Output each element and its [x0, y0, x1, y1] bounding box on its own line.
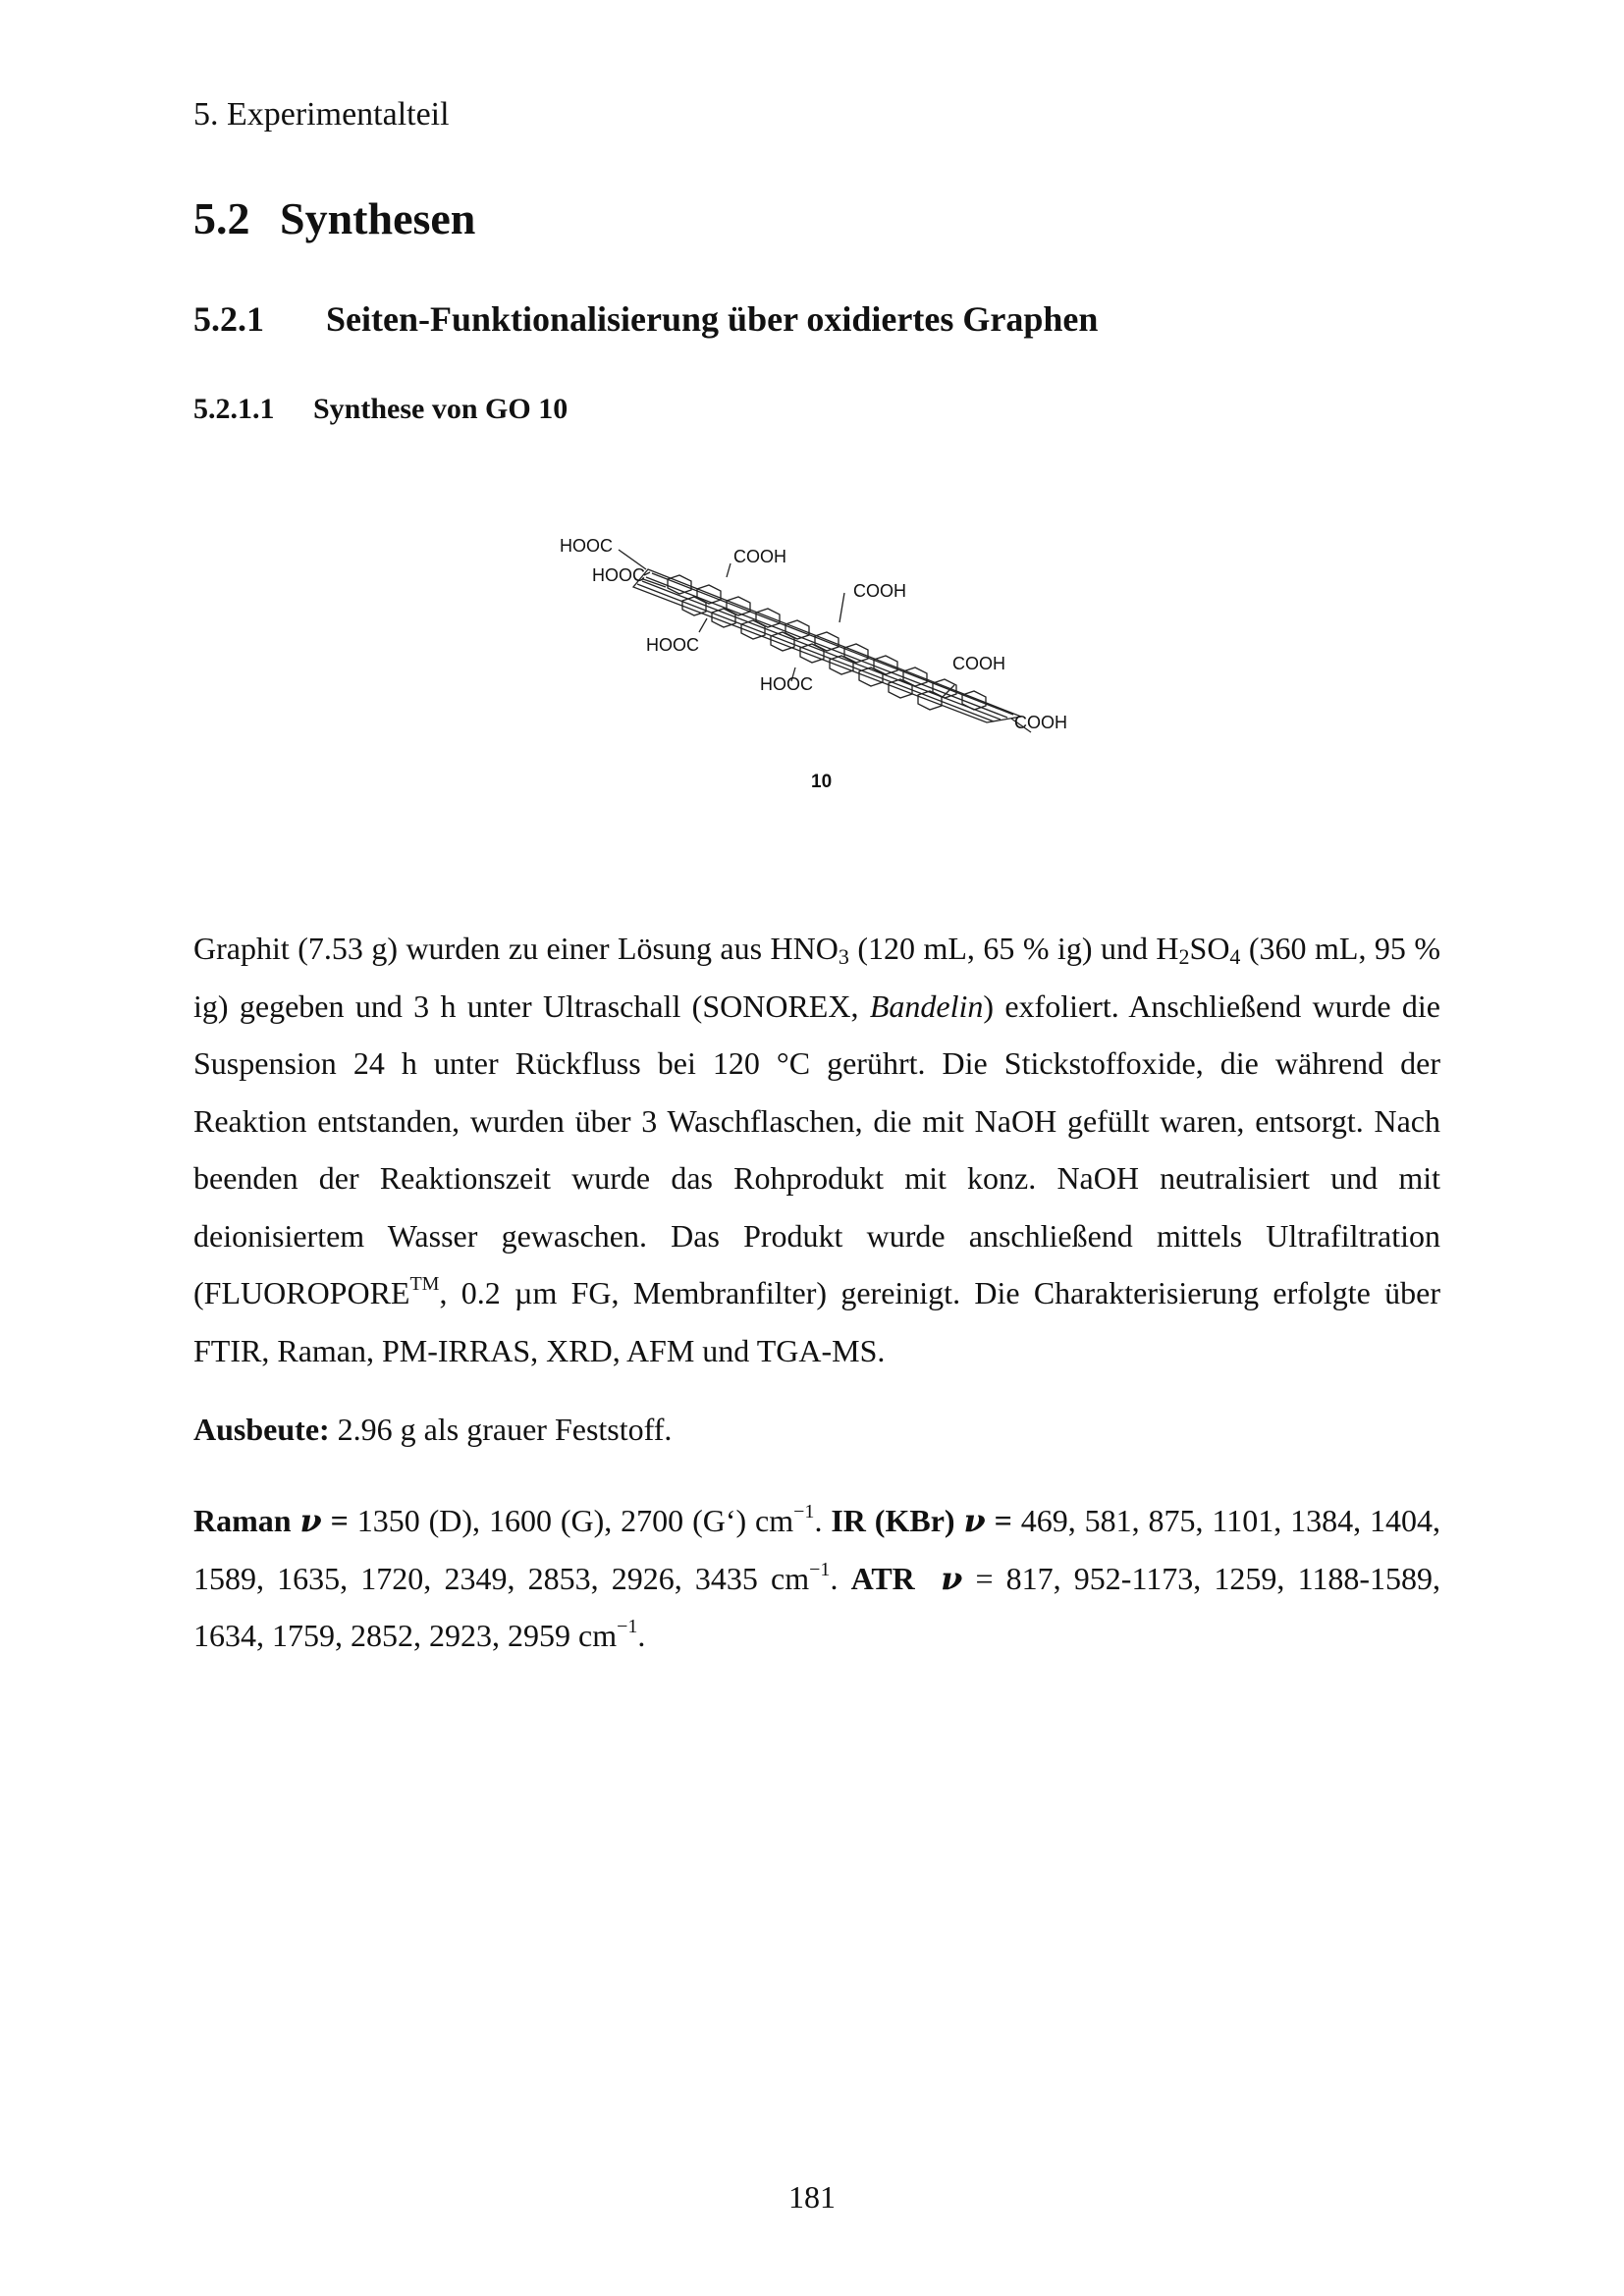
- cooh-label: COOH: [952, 654, 1005, 673]
- atr-values: 817, 952-1173, 1259, 1188-1589, 1634, 1759, 2852, 2923, 2959 cm: [193, 1560, 1441, 1653]
- subsubsection-title: Synthese von GO 10: [313, 393, 568, 425]
- equals: =: [985, 1503, 1012, 1538]
- cooh-label: HOOC: [646, 635, 699, 655]
- subscript: 4: [1229, 944, 1241, 969]
- procedure-text: SO: [1189, 931, 1230, 966]
- equals: =: [321, 1503, 349, 1538]
- section-heading: [193, 192, 475, 244]
- graphene-oxide-structure-figure: [550, 530, 1080, 805]
- procedure-text: (120 mL, 65 % ig) und H: [848, 931, 1179, 966]
- cooh-label: HOOC: [560, 536, 613, 556]
- separator: .: [814, 1503, 832, 1538]
- section-number: 5.2: [193, 193, 250, 243]
- separator: .: [830, 1560, 851, 1596]
- procedure-text: , 0.2 µm FG, Membranfilter) gereinigt. Die Charakterisierung erfolgte über FTIR, Raman, PM-IRRAS, XRD, AFM und TGA-MS.: [193, 1275, 1440, 1368]
- cooh-label: COOH: [853, 581, 906, 601]
- subsection-heading: [193, 298, 1098, 340]
- raman-values: 1350 (D), 1600 (G), 2700 (G‘) cm: [348, 1503, 794, 1538]
- nu-symbol: ν: [941, 1559, 963, 1597]
- procedure-text: ) exfoliert. Anschließend wurde die Suspension 24 h unter Rückfluss bei 120 °C gerührt. Die Stickstoffoxide, die während der Reaktion entstanden, wurden über 3 Waschflaschen, die mit NaOH gefüllt waren, entsorgt. Nach beenden der Reaktionszeit wurde das Rohprodukt mit konz. NaOH neutralisiert und mit deionisiertem Wasser gewaschen. Das Produkt wurde anschließend mittels Ultrafiltration (FLUOROPORE: [193, 988, 1441, 1310]
- inverse-superscript: −1: [793, 1501, 815, 1522]
- procedure-paragraph: [193, 920, 1440, 1379]
- cooh-label: HOOC: [592, 565, 645, 585]
- compound-number: 10: [811, 772, 833, 792]
- running-header: 5. Experimentalteil: [193, 96, 450, 133]
- ir-label: IR (KBr): [831, 1503, 964, 1538]
- trademark-superscript: TM: [409, 1273, 440, 1295]
- cooh-label: COOH: [1014, 713, 1067, 732]
- supplier-name: Bandelin: [869, 988, 984, 1024]
- procedure-text: Graphit (7.53 g) wurden zu einer Lösung aus HNO: [193, 931, 839, 966]
- yield-label: Ausbeute:: [193, 1412, 330, 1447]
- cooh-label: HOOC: [760, 674, 813, 694]
- ir-values: 469, 581, 875, 1101, 1384, 1404, 1589, 1635, 1720, 2349, 2853, 2926, 3435 cm: [193, 1503, 1441, 1596]
- nu-symbol: ν: [299, 1502, 322, 1539]
- cooh-label: COOH: [733, 547, 786, 566]
- procedure-text: (360 mL, 95 % ig) gegeben und 3 h unter Ultraschall (SONOREX,: [193, 931, 1441, 1024]
- raman-label: Raman: [193, 1503, 300, 1538]
- section-title: Synthesen: [280, 193, 476, 243]
- separator: .: [637, 1618, 646, 1653]
- subsubsection-heading: [193, 393, 568, 426]
- subscript: 3: [838, 944, 849, 969]
- equals: =: [962, 1560, 994, 1596]
- nu-symbol: ν: [963, 1502, 986, 1539]
- yield-value: 2.96 g als grauer Feststoff.: [329, 1412, 673, 1447]
- inverse-superscript: −1: [617, 1616, 638, 1637]
- subsection-number: 5.2.1: [193, 299, 264, 339]
- page-number: 181: [788, 2179, 836, 2215]
- subsubsection-number: 5.2.1.1: [193, 393, 275, 425]
- spectroscopy-data: [193, 1492, 1440, 1665]
- inverse-superscript: −1: [809, 1558, 831, 1580]
- subsection-title: Seiten-Funktionalisierung über oxidiertes Graphen: [326, 299, 1099, 339]
- atr-label: ATR: [850, 1560, 915, 1596]
- yield-line: [193, 1412, 672, 1448]
- subscript: 2: [1178, 944, 1190, 969]
